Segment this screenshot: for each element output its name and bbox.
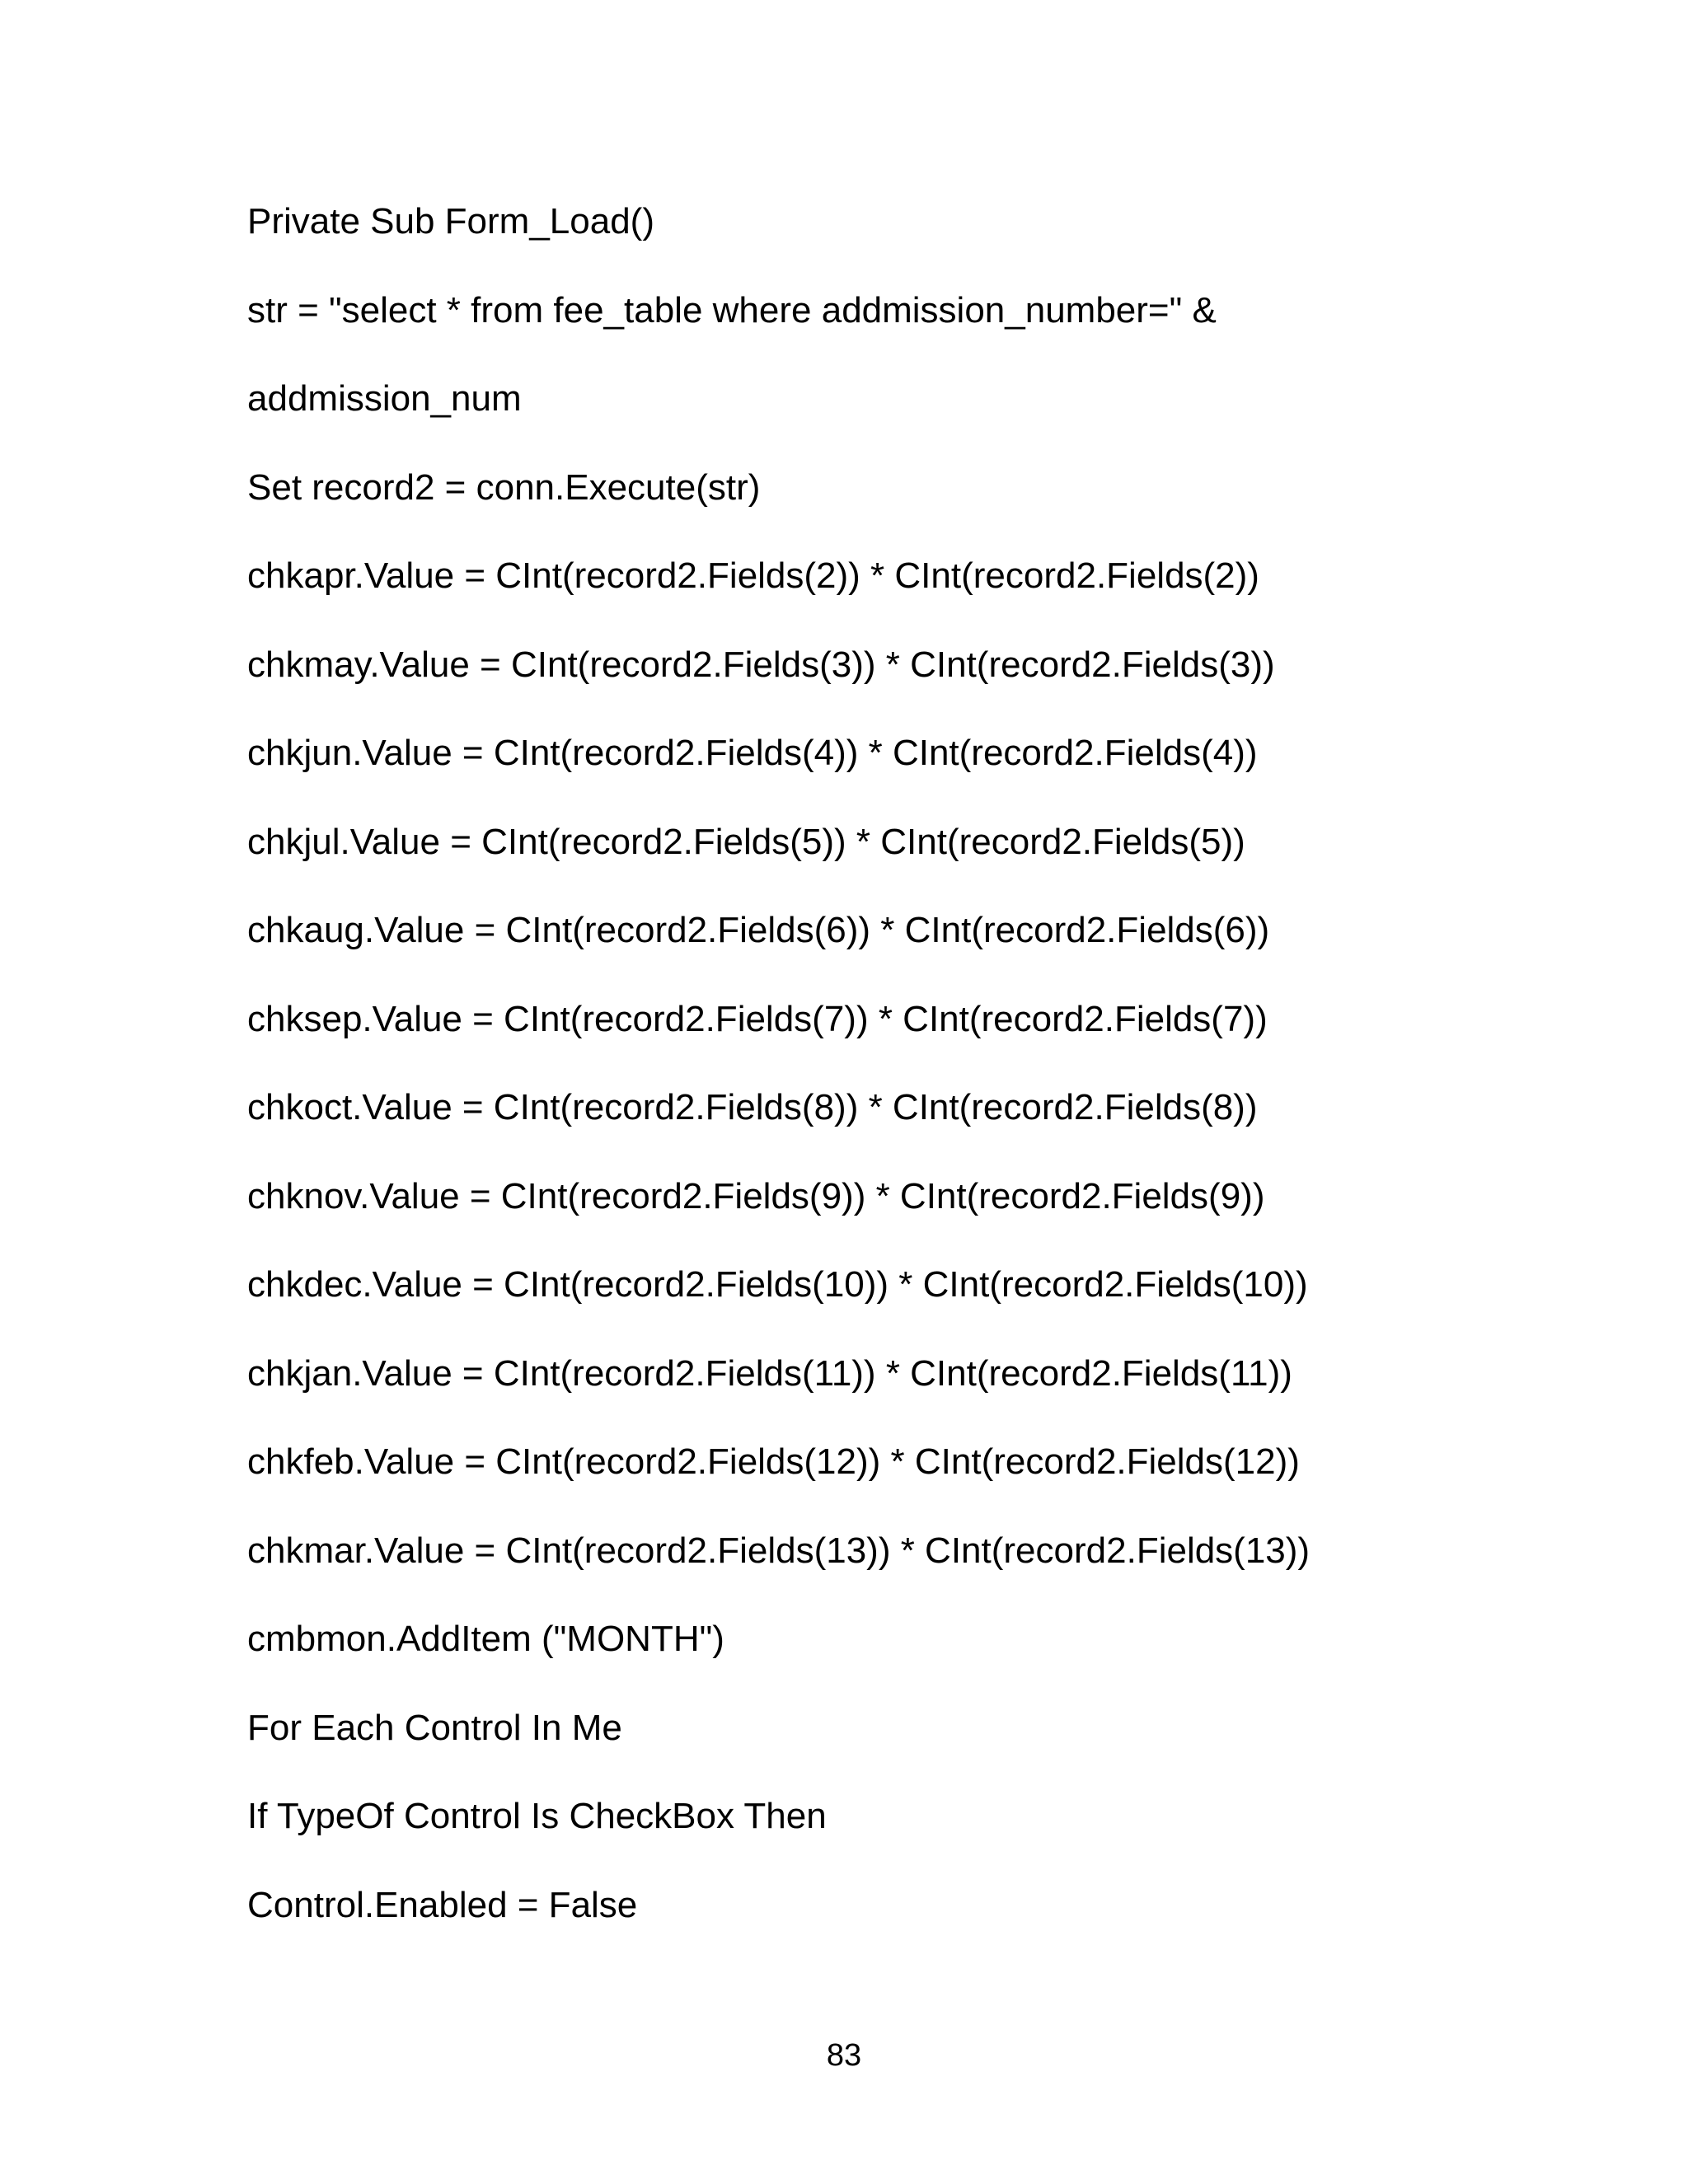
code-line: addmission_num — [247, 378, 522, 419]
code-line: Private Sub Form_Load() — [247, 201, 654, 241]
code-line: chkaug.Value = CInt(record2.Fields(6)) * CInt(record2.Fields(6)) — [247, 910, 1270, 950]
code-line: chkjul.Value = CInt(record2.Fields(5)) * CInt(record2.Fields(5)) — [247, 821, 1245, 862]
code-line: chksep.Value = CInt(record2.Fields(7)) * CInt(record2.Fields(7)) — [247, 998, 1268, 1039]
code-line: chkapr.Value = CInt(record2.Fields(2)) * CInt(record2.Fields(2)) — [247, 555, 1259, 596]
code-listing — [247, 194, 1484, 1966]
code-line: For Each Control In Me — [247, 1707, 622, 1748]
page-number: 83 — [826, 2038, 862, 2073]
code-line: chkoct.Value = CInt(record2.Fields(8)) * CInt(record2.Fields(8)) — [247, 1087, 1258, 1127]
code-line: cmbmon.AddItem ("MONTH") — [247, 1619, 724, 1659]
code-line: chkfeb.Value = CInt(record2.Fields(12)) * CInt(record2.Fields(12)) — [247, 1441, 1300, 1482]
code-line: chkmar.Value = CInt(record2.Fields(13)) * CInt(record2.Fields(13)) — [247, 1530, 1311, 1571]
code-line: chkjan.Value = CInt(record2.Fields(11)) * CInt(record2.Fields(11)) — [247, 1352, 1292, 1394]
code-line: chknov.Value = CInt(record2.Fields(9)) * CInt(record2.Fields(9)) — [247, 1175, 1265, 1216]
code-line: chkjun.Value = CInt(record2.Fields(4)) * CInt(record2.Fields(4)) — [247, 733, 1258, 773]
code-line: str = "select * from fee_table where addmission_number=" & — [247, 289, 1217, 330]
code-line: Control.Enabled = False — [247, 1884, 638, 1925]
code-line: Set record2 = conn.Execute(str) — [247, 466, 761, 508]
code-line: chkmay.Value = CInt(record2.Fields(3)) * CInt(record2.Fields(3)) — [247, 644, 1275, 685]
code-line: chkdec.Value = CInt(record2.Fields(10)) * CInt(record2.Fields(10)) — [247, 1264, 1308, 1305]
code-line: If TypeOf Control Is CheckBox Then — [247, 1796, 827, 1836]
